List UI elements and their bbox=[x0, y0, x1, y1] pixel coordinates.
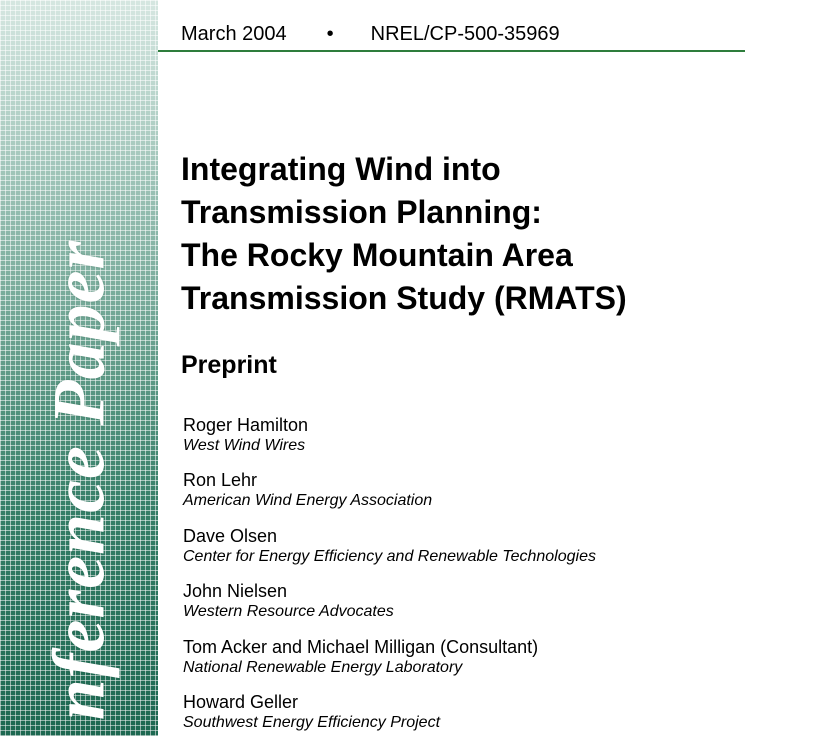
decorative-sidebar bbox=[0, 0, 158, 736]
author-entry bbox=[183, 525, 803, 580]
author-entry bbox=[183, 414, 803, 469]
author-name: Howard Geller bbox=[183, 691, 299, 712]
report-number: NREL/CP-500-35969 bbox=[370, 23, 560, 45]
author-entry bbox=[183, 636, 803, 691]
author-affiliation: Center for Energy Efficiency and Renewable Technologies bbox=[183, 547, 596, 565]
author-name: John Nielsen bbox=[183, 581, 288, 602]
author-name: Ron Lehr bbox=[183, 470, 258, 491]
author-affiliation: Southwest Energy Efficiency Project bbox=[183, 713, 441, 731]
publication-date: March 2004 bbox=[181, 23, 287, 45]
paper-subtitle: Preprint bbox=[181, 351, 277, 379]
header-separator: • bbox=[326, 23, 334, 45]
author-name: Tom Acker and Michael Milligan (Consultant) bbox=[183, 636, 539, 657]
paper-title bbox=[181, 148, 627, 320]
author-name: Dave Olsen bbox=[183, 525, 278, 546]
author-list bbox=[183, 414, 803, 746]
author-affiliation: West Wind Wires bbox=[183, 437, 306, 454]
author-name: Roger Hamilton bbox=[183, 415, 309, 435]
title-line: Integrating Wind into bbox=[181, 151, 501, 187]
report-header bbox=[181, 22, 560, 46]
header-divider bbox=[158, 50, 745, 52]
title-line: Transmission Study (RMATS) bbox=[181, 280, 627, 316]
author-affiliation: American Wind Energy Association bbox=[183, 492, 433, 510]
title-line: Transmission Planning: bbox=[181, 194, 542, 230]
author-entry bbox=[183, 469, 803, 524]
sidebar-vertical-label: nference Paper bbox=[38, 239, 121, 721]
author-affiliation: Western Resource Advocates bbox=[183, 603, 394, 621]
title-line: The Rocky Mountain Area bbox=[181, 237, 573, 273]
author-entry bbox=[183, 580, 803, 635]
author-entry bbox=[183, 691, 803, 746]
author-affiliation: National Renewable Energy Laboratory bbox=[183, 658, 463, 676]
